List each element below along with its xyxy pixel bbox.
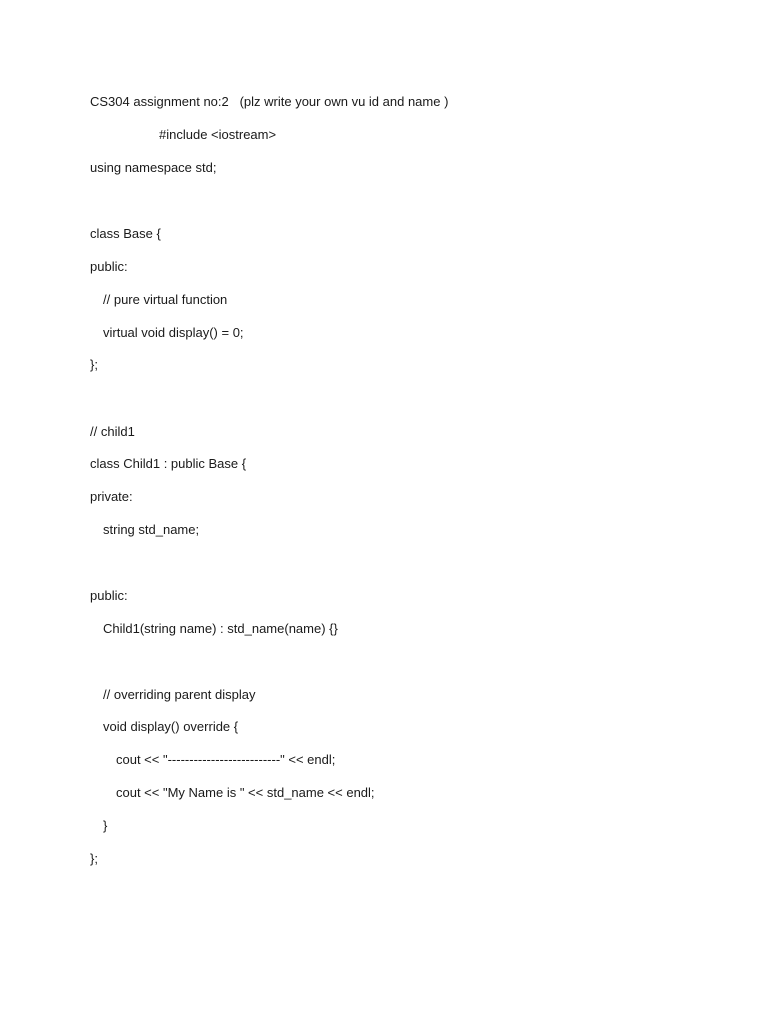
code-line-close-base: }; (90, 357, 98, 372)
code-line-cout-dashes: cout << "--------------------------" << endl; (116, 752, 336, 767)
code-line-display-override: void display() override { (103, 719, 239, 734)
code-line-string-std-name: string std_name; (103, 522, 200, 537)
code-line-close-brace: } (103, 818, 108, 833)
assignment-header: CS304 assignment no:2 (plz write your own vu id and name ) (90, 94, 449, 109)
code-line-namespace: using namespace std; (90, 160, 217, 175)
code-line-virtual-display: virtual void display() = 0; (103, 325, 244, 340)
code-line-public-child1: public: (90, 588, 128, 603)
code-line-class-base: class Base { (90, 226, 161, 241)
code-line-comment-pure-virtual: // pure virtual function (103, 292, 228, 307)
code-line-cout-name: cout << "My Name is " << std_name << endl; (116, 785, 375, 800)
code-line-comment-overriding: // overriding parent display (103, 687, 256, 702)
code-line-class-child1: class Child1 : public Base { (90, 456, 247, 471)
code-line-include: #include <iostream> (159, 127, 277, 142)
code-line-private: private: (90, 489, 133, 504)
code-line-close-child1: }; (90, 851, 98, 866)
code-line-constructor: Child1(string name) : std_name(name) {} (103, 621, 338, 636)
code-line-public: public: (90, 259, 128, 274)
code-line-comment-child1: // child1 (90, 424, 135, 439)
